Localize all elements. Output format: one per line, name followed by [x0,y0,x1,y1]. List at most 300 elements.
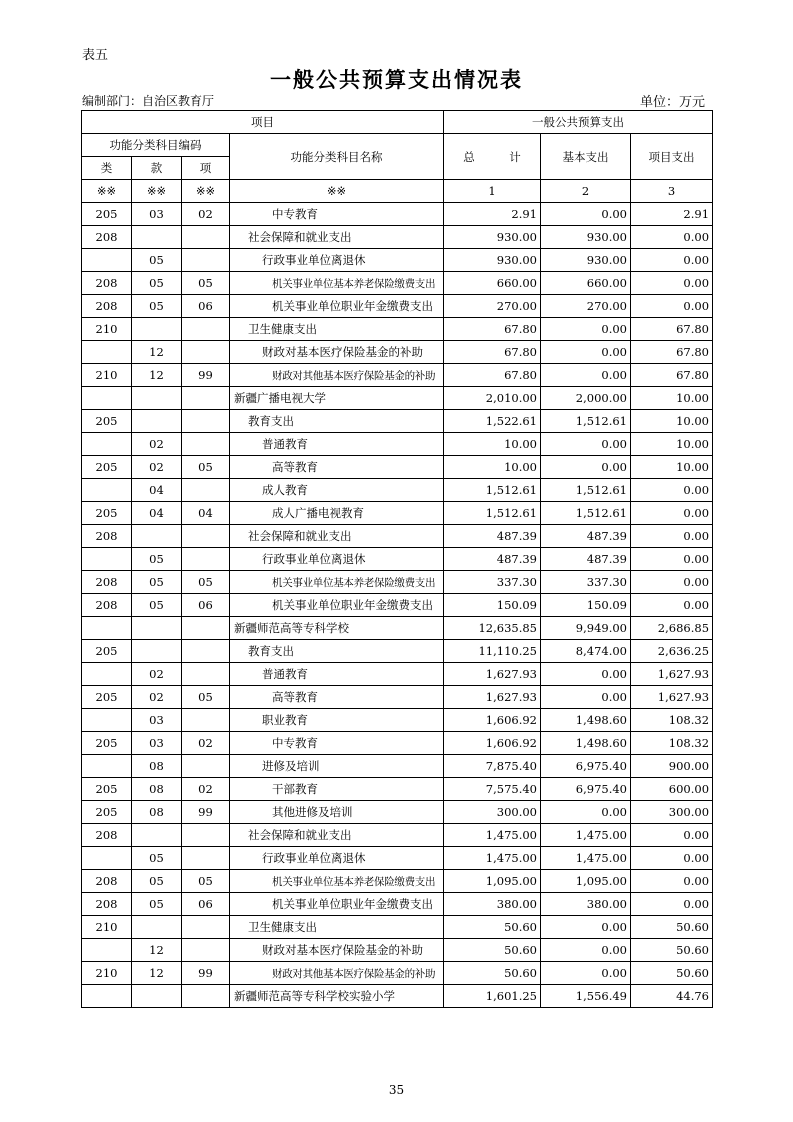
cell-total: 380.00 [444,893,541,916]
cell-name: 卫生健康支出 [230,916,444,939]
cell-name: 中专教育 [230,732,444,755]
department-label: 编制部门：自治区教育厅 [82,94,215,108]
cell-basic: 0.00 [541,318,631,341]
table-row [82,203,713,226]
cell-basic: 1,512.61 [541,410,631,433]
cell-total: 10.00 [444,433,541,456]
cell-project: 0.00 [631,295,713,318]
table-row [82,778,713,801]
page-number: 35 [388,1083,405,1097]
cell-name: 机关事业单位职业年金缴费支出 [230,594,444,617]
header-xiang: 项 [182,157,230,180]
cell-project: 0.00 [631,594,713,617]
index-mark-xiang: ※※ [182,180,230,203]
cell-project: 900.00 [631,755,713,778]
cell-xiang [182,939,230,962]
table-row [82,709,713,732]
cell-kuan: 02 [132,663,182,686]
table-row [82,916,713,939]
cell-xiang [182,226,230,249]
cell-total: 7,575.40 [444,778,541,801]
cell-project: 108.32 [631,732,713,755]
header-name: 功能分类科目名称 [230,134,444,180]
cell-project: 50.60 [631,939,713,962]
cell-lei: 208 [82,824,132,847]
cell-basic: 0.00 [541,801,631,824]
cell-name: 普通教育 [230,433,444,456]
cell-name: 职业教育 [230,709,444,732]
header-item: 项目支出 [631,134,713,180]
cell-project: 50.60 [631,916,713,939]
cell-kuan: 12 [132,341,182,364]
table-row [82,847,713,870]
cell-basic: 6,975.40 [541,778,631,801]
cell-basic: 1,498.60 [541,709,631,732]
cell-name: 机关事业单位基本养老保险缴费支出 [230,571,444,594]
unit-label: 单位：万元 [640,95,706,110]
cell-name: 成人教育 [230,479,444,502]
table-number-label: 表五 [82,48,109,63]
table-row [82,962,713,985]
cell-project: 44.76 [631,985,713,1008]
cell-name: 新疆广播电视大学 [230,387,444,410]
cell-basic: 0.00 [541,341,631,364]
table-row [82,732,713,755]
cell-kuan: 03 [132,709,182,732]
cell-project: 0.00 [631,272,713,295]
cell-kuan [132,410,182,433]
cell-total: 1,627.93 [444,686,541,709]
cell-lei [82,249,132,272]
cell-kuan: 03 [132,203,182,226]
cell-total: 487.39 [444,548,541,571]
cell-kuan: 02 [132,686,182,709]
table-row [82,295,713,318]
cell-project: 0.00 [631,548,713,571]
cell-lei [82,387,132,410]
table-row [82,433,713,456]
cell-lei [82,433,132,456]
cell-total: 300.00 [444,801,541,824]
table-row [82,502,713,525]
cell-xiang [182,755,230,778]
cell-lei [82,341,132,364]
cell-kuan [132,640,182,663]
header-lei: 类 [82,157,132,180]
cell-total: 1,512.61 [444,479,541,502]
cell-total: 1,095.00 [444,870,541,893]
cell-kuan: 02 [132,456,182,479]
cell-name: 中专教育 [230,203,444,226]
page-title: 一般公共预算支出情况表 [270,68,523,92]
cell-basic: 0.00 [541,433,631,456]
cell-kuan: 05 [132,870,182,893]
cell-project: 10.00 [631,410,713,433]
cell-lei [82,755,132,778]
cell-project: 10.00 [631,456,713,479]
cell-basic: 0.00 [541,203,631,226]
cell-name: 卫生健康支出 [230,318,444,341]
cell-name: 财政对基本医疗保险基金的补助 [230,341,444,364]
cell-xiang [182,663,230,686]
cell-name: 成人广播电视教育 [230,502,444,525]
cell-total: 67.80 [444,318,541,341]
cell-lei [82,548,132,571]
cell-total: 12,635.85 [444,617,541,640]
cell-name: 行政事业单位离退休 [230,847,444,870]
cell-kuan [132,617,182,640]
table-row [82,226,713,249]
cell-xiang [182,640,230,663]
index-3: 3 [631,180,713,203]
cell-name: 社会保障和就业支出 [230,525,444,548]
cell-name: 财政对其他基本医疗保险基金的补助 [230,364,444,387]
index-1: 1 [444,180,541,203]
cell-total: 930.00 [444,226,541,249]
cell-project: 600.00 [631,778,713,801]
cell-lei: 205 [82,410,132,433]
cell-project: 67.80 [631,364,713,387]
cell-name: 高等教育 [230,456,444,479]
cell-xiang: 99 [182,364,230,387]
cell-kuan: 08 [132,778,182,801]
cell-xiang [182,847,230,870]
cell-lei: 210 [82,364,132,387]
cell-xiang [182,617,230,640]
cell-basic: 0.00 [541,364,631,387]
table-row [82,985,713,1008]
cell-project: 0.00 [631,893,713,916]
header-kuan: 款 [132,157,182,180]
cell-xiang: 05 [182,571,230,594]
cell-total: 1,601.25 [444,985,541,1008]
cell-lei: 208 [82,594,132,617]
header-row-top [82,111,713,134]
cell-xiang: 05 [182,870,230,893]
cell-lei: 205 [82,778,132,801]
cell-basic: 0.00 [541,663,631,686]
cell-lei: 208 [82,525,132,548]
cell-project: 2.91 [631,203,713,226]
cell-xiang: 02 [182,203,230,226]
cell-name: 财政对其他基本医疗保险基金的补助 [230,962,444,985]
cell-xiang [182,548,230,571]
cell-kuan: 05 [132,594,182,617]
cell-basic: 1,475.00 [541,824,631,847]
cell-kuan: 03 [132,732,182,755]
cell-lei: 205 [82,732,132,755]
cell-lei [82,985,132,1008]
table-row [82,617,713,640]
cell-lei: 205 [82,686,132,709]
cell-lei [82,709,132,732]
cell-name: 机关事业单位基本养老保险缴费支出 [230,272,444,295]
cell-name: 教育支出 [230,410,444,433]
header-total: 总 计 [444,134,541,180]
table-row [82,801,713,824]
cell-kuan [132,387,182,410]
table-row [82,594,713,617]
cell-name: 社会保障和就业支出 [230,226,444,249]
cell-xiang: 06 [182,594,230,617]
cell-lei: 205 [82,203,132,226]
cell-xiang: 06 [182,295,230,318]
cell-kuan: 05 [132,571,182,594]
cell-project: 0.00 [631,226,713,249]
cell-xiang: 04 [182,502,230,525]
cell-lei: 205 [82,640,132,663]
index-mark-lei: ※※ [82,180,132,203]
cell-total: 67.80 [444,341,541,364]
cell-name: 财政对基本医疗保险基金的补助 [230,939,444,962]
cell-kuan: 08 [132,755,182,778]
cell-name: 新疆师范高等专科学校实验小学 [230,985,444,1008]
table-row [82,318,713,341]
cell-project: 2,686.85 [631,617,713,640]
cell-xiang: 99 [182,962,230,985]
cell-basic: 660.00 [541,272,631,295]
cell-lei: 205 [82,801,132,824]
cell-total: 50.60 [444,916,541,939]
cell-name: 机关事业单位职业年金缴费支出 [230,295,444,318]
cell-project: 0.00 [631,525,713,548]
table-row [82,387,713,410]
cell-xiang [182,985,230,1008]
cell-basic: 0.00 [541,939,631,962]
cell-project: 0.00 [631,502,713,525]
cell-total: 1,475.00 [444,847,541,870]
cell-name: 机关事业单位职业年金缴费支出 [230,893,444,916]
table-row [82,410,713,433]
cell-kuan [132,916,182,939]
cell-basic: 6,975.40 [541,755,631,778]
table-row [82,479,713,502]
cell-name: 干部教育 [230,778,444,801]
cell-xiang: 02 [182,732,230,755]
cell-lei: 210 [82,916,132,939]
cell-project: 2,636.25 [631,640,713,663]
cell-name: 其他进修及培训 [230,801,444,824]
cell-total: 1,606.92 [444,709,541,732]
table-row [82,456,713,479]
cell-total: 150.09 [444,594,541,617]
cell-project: 10.00 [631,387,713,410]
cell-kuan: 08 [132,801,182,824]
table-row [82,525,713,548]
cell-xiang [182,525,230,548]
cell-name: 高等教育 [230,686,444,709]
cell-name: 行政事业单位离退休 [230,548,444,571]
table-row [82,939,713,962]
cell-basic: 0.00 [541,456,631,479]
budget-expenditure-table [81,110,713,1008]
header-project: 项目 [82,111,444,134]
cell-total: 50.60 [444,962,541,985]
cell-basic: 1,556.49 [541,985,631,1008]
table-row [82,341,713,364]
cell-project: 108.32 [631,709,713,732]
cell-project: 10.00 [631,433,713,456]
header-budget: 一般公共预算支出 [444,111,713,134]
cell-lei: 208 [82,571,132,594]
table-row [82,249,713,272]
table-row [82,272,713,295]
cell-basic: 1,512.61 [541,479,631,502]
cell-total: 1,512.61 [444,502,541,525]
cell-total: 2,010.00 [444,387,541,410]
cell-kuan [132,985,182,1008]
cell-lei [82,847,132,870]
cell-xiang: 99 [182,801,230,824]
cell-name: 普通教育 [230,663,444,686]
cell-total: 10.00 [444,456,541,479]
table-row [82,686,713,709]
index-2: 2 [541,180,631,203]
cell-kuan: 05 [132,249,182,272]
cell-lei [82,663,132,686]
cell-total: 11,110.25 [444,640,541,663]
cell-basic: 337.30 [541,571,631,594]
cell-kuan: 05 [132,295,182,318]
cell-lei [82,479,132,502]
cell-project: 0.00 [631,479,713,502]
cell-basic: 487.39 [541,548,631,571]
cell-project: 1,627.93 [631,686,713,709]
cell-xiang: 02 [182,778,230,801]
cell-kuan: 05 [132,847,182,870]
cell-basic: 930.00 [541,226,631,249]
cell-lei: 210 [82,318,132,341]
cell-kuan [132,318,182,341]
cell-xiang [182,387,230,410]
header-row-code [82,134,713,157]
cell-kuan [132,525,182,548]
cell-name: 社会保障和就业支出 [230,824,444,847]
cell-xiang [182,433,230,456]
cell-basic: 0.00 [541,962,631,985]
cell-lei [82,617,132,640]
index-mark-kuan: ※※ [132,180,182,203]
cell-xiang [182,479,230,502]
cell-basic: 8,474.00 [541,640,631,663]
cell-total: 67.80 [444,364,541,387]
cell-basic: 0.00 [541,916,631,939]
cell-total: 1,475.00 [444,824,541,847]
cell-name: 机关事业单位基本养老保险缴费支出 [230,870,444,893]
index-mark-name: ※※ [230,180,444,203]
cell-total: 1,522.61 [444,410,541,433]
cell-name: 新疆师范高等专科学校 [230,617,444,640]
cell-total: 1,606.92 [444,732,541,755]
cell-kuan: 05 [132,893,182,916]
cell-kuan: 12 [132,962,182,985]
cell-lei: 208 [82,226,132,249]
cell-xiang: 05 [182,272,230,295]
cell-total: 487.39 [444,525,541,548]
cell-kuan: 12 [132,939,182,962]
table-row [82,870,713,893]
cell-xiang: 06 [182,893,230,916]
cell-lei: 205 [82,502,132,525]
cell-xiang [182,916,230,939]
cell-kuan [132,824,182,847]
cell-lei: 205 [82,456,132,479]
cell-project: 67.80 [631,318,713,341]
cell-basic: 150.09 [541,594,631,617]
cell-total: 660.00 [444,272,541,295]
cell-project: 300.00 [631,801,713,824]
cell-basic: 270.00 [541,295,631,318]
cell-kuan [132,226,182,249]
cell-basic: 380.00 [541,893,631,916]
cell-name: 教育支出 [230,640,444,663]
table-row [82,755,713,778]
cell-xiang: 05 [182,456,230,479]
cell-basic: 1,095.00 [541,870,631,893]
cell-xiang [182,249,230,272]
cell-basic: 1,512.61 [541,502,631,525]
cell-basic: 1,498.60 [541,732,631,755]
cell-xiang [182,824,230,847]
cell-lei: 208 [82,295,132,318]
table-row [82,548,713,571]
header-basic: 基本支出 [541,134,631,180]
cell-project: 0.00 [631,571,713,594]
cell-total: 270.00 [444,295,541,318]
cell-kuan: 12 [132,364,182,387]
cell-basic: 1,475.00 [541,847,631,870]
table-row [82,640,713,663]
cell-basic: 2,000.00 [541,387,631,410]
table-row [82,364,713,387]
cell-lei: 210 [82,962,132,985]
table-row [82,571,713,594]
cell-lei: 208 [82,272,132,295]
cell-name: 进修及培训 [230,755,444,778]
cell-basic: 9,949.00 [541,617,631,640]
cell-project: 1,627.93 [631,663,713,686]
cell-kuan: 05 [132,272,182,295]
cell-basic: 930.00 [541,249,631,272]
table-row [82,663,713,686]
cell-basic: 0.00 [541,686,631,709]
cell-project: 0.00 [631,249,713,272]
cell-kuan: 04 [132,479,182,502]
cell-xiang [182,318,230,341]
table-row [82,824,713,847]
cell-kuan: 04 [132,502,182,525]
cell-total: 930.00 [444,249,541,272]
cell-xiang [182,410,230,433]
header-code: 功能分类科目编码 [82,134,230,157]
cell-kuan: 02 [132,433,182,456]
cell-project: 67.80 [631,341,713,364]
cell-project: 0.00 [631,870,713,893]
cell-project: 0.00 [631,824,713,847]
cell-name: 行政事业单位离退休 [230,249,444,272]
header-row-index [82,180,713,203]
cell-total: 7,875.40 [444,755,541,778]
cell-xiang [182,341,230,364]
cell-project: 50.60 [631,962,713,985]
cell-xiang: 05 [182,686,230,709]
cell-total: 1,627.93 [444,663,541,686]
cell-basic: 487.39 [541,525,631,548]
cell-total: 2.91 [444,203,541,226]
cell-project: 0.00 [631,847,713,870]
cell-kuan: 05 [132,548,182,571]
cell-lei [82,939,132,962]
